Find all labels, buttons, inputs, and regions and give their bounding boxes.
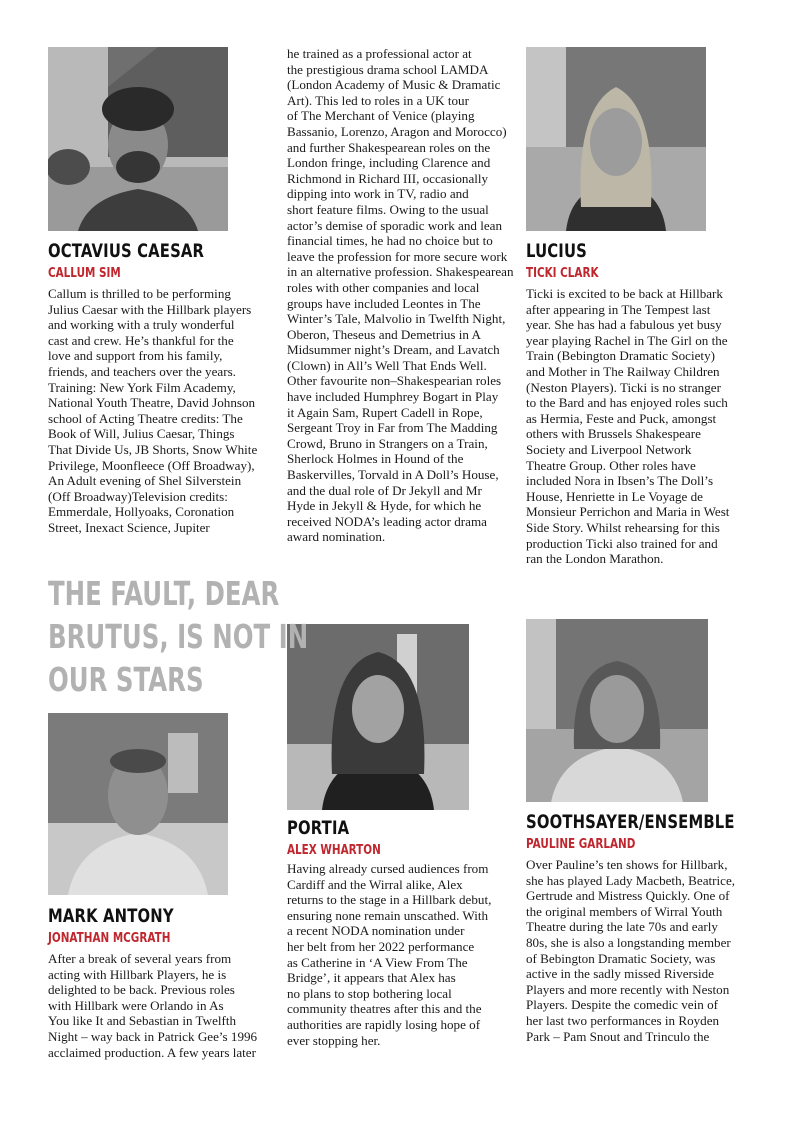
bio-line: Cardiff and the Wirral alike, Alex [287,876,463,892]
actor-jonathan-mcgrath: JONATHAN MCGRATH [48,931,171,946]
bio-line: the prestigious drama school LAMDA [287,61,489,77]
bio-line: House, Henriette in Le Voyage de [526,488,703,504]
bio-line: no plans to stop bothering local [287,985,452,1001]
bio-line: returns to the stage in a Hillbark debut, [287,892,492,908]
bio-line: Richmond in Richard III, occasionally [287,170,489,186]
bio-line: community theatres after this and the [287,1001,482,1017]
bio-line: Park – Pam Snout and Trinculo the [526,1028,710,1044]
bio-line: and the dual role of Dr Jekyll and Mr [287,482,482,498]
bio-line: Gertrude and Mistress Quickly. One of [526,888,730,904]
actor-callum-sim: CALLUM SIM [48,266,121,281]
role-mark-antony: MARK ANTONY [48,905,174,927]
bio-line: Players. Despite the comedic vein of [526,997,718,1013]
bio-line: Train (Bebington Dramatic Society) [526,348,715,364]
bio-line: Baskervilles, Torvald in A Doll’s House, [287,467,499,483]
bio-line: friends, and teachers over the years. [48,363,236,379]
bio-alex-wharton [287,861,491,1048]
bio-ticki-clark [526,286,729,567]
bio-line: (Off Broadway)Television credits: [48,488,228,504]
bio-pauline-garland [526,857,735,1044]
bio-line: An Adult evening of Shel Silverstein [48,473,242,489]
photo-pauline-garland [526,619,708,802]
bio-line: Having already cursed audiences from [287,861,489,876]
bio-line: Emmerdale, Hollyoaks, Coronation [48,504,235,520]
bio-line: authorities are rapidly losing hope of [287,1016,481,1032]
bio-line: That Divide Us, JB Shorts, Snow White [48,441,258,457]
bio-line: year playing Rachel in The Girl on the [526,332,728,348]
bio-line: Privilege, Moonfleece (Off Broadway), [48,457,255,473]
bio-line: after appearing in The Tempest last [526,301,711,317]
role-soothsayer-ensemble: SOOTHSAYER/ENSEMBLE [526,811,735,833]
bio-line: with Hillbark were Orlando in As [48,997,224,1013]
bio-line: it Again Sam, Rupert Cadell in Rope, [287,404,483,420]
bio-line: Callum is thrilled to be performing [48,286,231,301]
bio-line: ever stopping her. [287,1032,381,1048]
bio-line: he trained as a professional actor at [287,46,472,61]
bio-line: and further Shakespearean roles on the [287,139,491,155]
bio-line: actor’s demise of sporadic work and lean [287,217,503,233]
bio-line: the original members of Wirral Youth [526,903,723,919]
bio-line: as Catherine in ‘A View From The [287,954,468,970]
bio-line: of Bebington Dramatic Society, was [526,950,716,966]
bio-line: delighted to be back. Previous roles [48,982,235,998]
bio-line: Hyde in Jekyll & Hyde, for which he [287,498,482,514]
bio-line: production Ticki also trained for and [526,535,718,551]
bio-line: National Youth Theatre, David Johnson [48,395,256,411]
role-octavius-caesar: OCTAVIUS CAESAR [48,240,205,262]
bio-line: Over Pauline’s ten shows for Hillbark, [526,857,728,872]
bio-line: she has played Lady Macbeth, Beatrice, [526,872,736,888]
bio-line: groups have included Leontes in The [287,295,481,311]
bio-line: others with Brussels Shakespeare [526,426,701,442]
pull-quote-line: THE FAULT, DEAR [48,574,280,613]
bio-jonathan-mcgrath-continued [287,46,514,545]
bio-line: as Hermia, Feste and Puck, amongst [526,410,717,426]
bio-line: Bassanio, Lorenzo, Aragon and Morocco) [287,123,507,139]
bio-line: 80s, she is also a longstanding member [526,934,731,950]
actor-ticki-clark: TICKI CLARK [526,266,599,281]
bio-line: Monsieur Perrichon and Maria in West [526,504,730,520]
bio-line: received NODA’s leading actor drama [287,513,487,529]
photo-alex-wharton [287,624,469,810]
role-lucius: LUCIUS [526,240,587,262]
bio-line: acting with Hillbark Players, he is [48,966,227,982]
bio-line: Theatre during the late 70s and early [526,919,718,935]
bio-line: acclaimed production. A few years later [48,1044,256,1060]
bio-line: her belt from her 2022 performance [287,938,475,954]
bio-line: (Neston Players). Ticki is no stranger [526,379,721,395]
bio-line: Midsummer night’s Dream, and Lavatch [287,342,500,358]
bio-line: dipping into work in TV, radio and [287,186,469,202]
bio-line: Street, Inexact Science, Jupiter [48,519,210,535]
bio-line: Side Story. Whilst rehearsing for this [526,519,720,535]
bio-line: year. She has had a fabulous yet busy [526,317,722,333]
bio-line: Other favourite non–Shakespearian roles [287,373,502,389]
photo-callum-sim [48,47,228,231]
bio-line: Art). This led to roles in a UK tour [287,92,469,108]
role-portia: PORTIA [287,817,350,839]
actor-alex-wharton: ALEX WHARTON [287,843,381,858]
bio-line: After a break of several years from [48,951,232,966]
bio-line: a recent NODA nomination under [287,923,465,939]
bio-line: ensuring none remain unscathed. With [287,907,489,923]
bio-line: have included Humphrey Bogart in Play [287,389,499,405]
bio-line: Night – way back in Patrick Gee’s 1996 [48,1028,258,1044]
bio-line: Winter’s Tale, Malvolio in Twelfth Night, [287,311,506,327]
photo-jonathan-mcgrath [48,713,228,895]
bio-line: love and support from his family, [48,348,223,364]
bio-line: Bridge’, it appears that Alex has [287,970,456,986]
bio-line: active in the sadly missed Riverside [526,966,714,982]
bio-line: Ticki is excited to be back at Hillbark [526,286,723,301]
bio-line: school of Acting Theatre credits: The [48,410,243,426]
bio-line: Training: New York Film Academy, [48,379,236,395]
bio-line: and Mother in The Railway Children [526,363,720,379]
bio-line: You like It and Sebastian in Twelfth [48,1013,237,1029]
bio-line: (Clown) in All’s Well That Ends Well. [287,357,487,373]
bio-line: Crowd, Bruno in Strangers on a Train, [287,435,488,451]
bio-line: Sergeant Troy in Far from The Madding [287,420,498,436]
bio-line: short feature films. Owing to the usual [287,201,489,217]
bio-line: Society and Liverpool Network [526,441,692,457]
bio-line: (London Academy of Music & Dramatic [287,77,501,93]
bio-line: her last two performances in Royden [526,1012,720,1028]
bio-line: Theatre Group. Other roles have [526,457,696,473]
bio-line: ran the London Marathon. [526,551,664,567]
bio-line: London fringe, including Clarence and [287,155,491,171]
bio-line: of The Merchant of Venice (playing [287,108,475,124]
bio-line: Players and more recently with Neston [526,981,730,997]
bio-line: in an alternative profession. Shakespearean [287,264,514,280]
bio-line: roles with other companies and local [287,279,480,295]
bio-jonathan-mcgrath [48,951,257,1060]
pull-quote [48,572,308,701]
pull-quote-line: BRUTUS, IS NOT IN [48,617,309,656]
bio-line: leave the profession for more secure work [287,248,508,264]
bio-line: Oberon, Theseus and Demetrius in A [287,326,481,342]
bio-line: financial times, he had no choice but to [287,233,493,249]
bio-line: Sherlock Holmes in Hound of the [287,451,464,467]
bio-line: Book of Will, Julius Caesar, Things [48,426,235,442]
bio-line: award nomination. [287,529,386,545]
bio-line: cast and crew. He’s thankful for the [48,332,234,348]
pull-quote-line: OUR STARS [48,660,204,699]
photo-ticki-clark [526,47,706,231]
bio-line: to the Bard and has enjoyed roles such [526,395,728,411]
actor-pauline-garland: PAULINE GARLAND [526,837,636,852]
bio-line: and working with a truly wonderful [48,317,235,333]
bio-callum-sim [48,286,257,536]
bio-line: included Nora in Ibsen’s The Doll’s [526,473,714,489]
bio-line: Julius Caesar with the Hillbark players [48,301,252,317]
